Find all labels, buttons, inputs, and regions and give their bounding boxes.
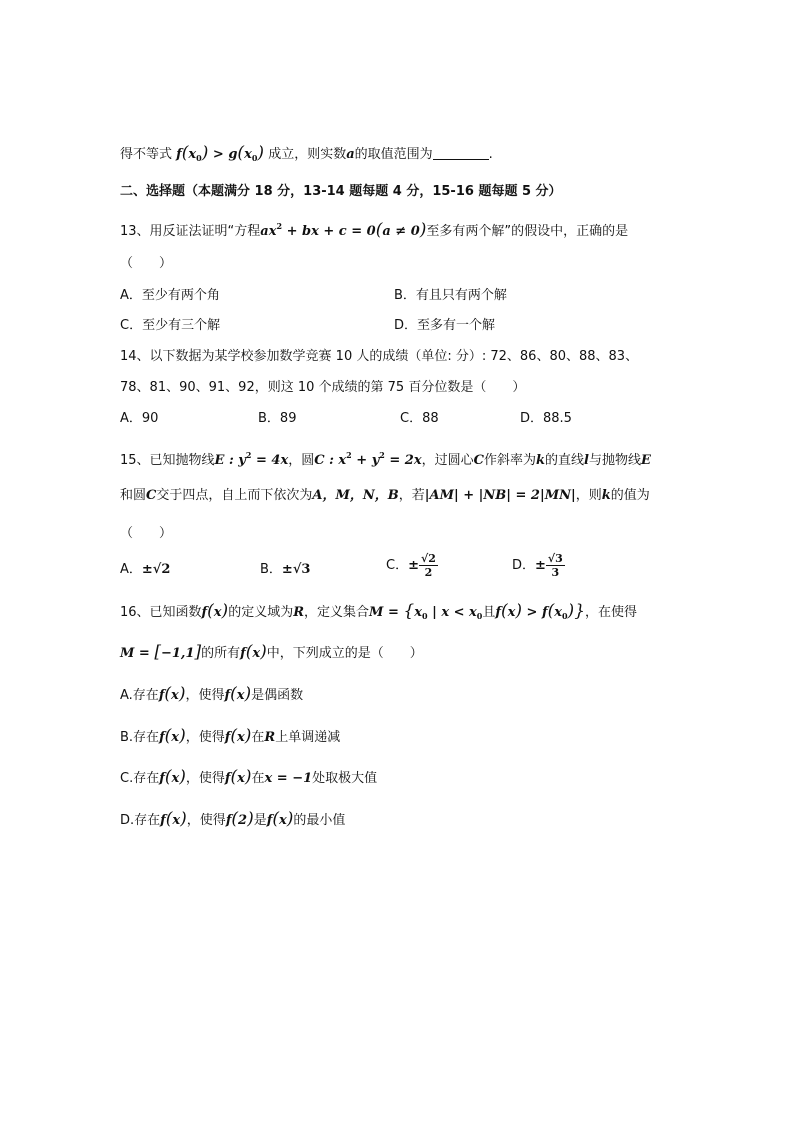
q16-text: C.存在 (120, 771, 160, 786)
var-k: k (601, 488, 611, 503)
section-heading: 二、选择题（本题满分 18 分，13-14 题每题 4 分，15-16 题每题 5 分） (120, 184, 562, 199)
q15-text: 和圆 (120, 488, 147, 503)
q16-text: 在 (251, 730, 265, 745)
q13-option-c: C．至少有三个解 (120, 318, 221, 333)
q15-paren: （ ） (120, 526, 173, 541)
q15-text: ，则 (575, 488, 602, 503)
q13-stem (120, 216, 628, 242)
q14-option-b: B．89 (258, 411, 297, 426)
q16-text: 的所有 (201, 646, 241, 661)
q15-option-a (120, 560, 170, 580)
option-value: ±√3 (281, 562, 311, 577)
option-fraction: $\frac{√3}{3}$ (547, 552, 563, 579)
q15-option-b (260, 560, 310, 580)
var-l: l (584, 453, 589, 468)
var-r: R (264, 730, 276, 745)
q16-text: 的最小值 (293, 813, 346, 828)
points-list: A，M，N，B (312, 488, 399, 503)
func-fx: f(x) (160, 809, 187, 829)
q16-text: 在 (251, 771, 265, 786)
option-label: C． (386, 558, 409, 573)
option-value: ±√2 (141, 562, 171, 577)
intro-line (120, 143, 493, 168)
q16-text: ，使得 (185, 730, 225, 745)
option-label: D． (512, 558, 536, 573)
func-fx: f(x) (159, 767, 186, 787)
var-k: k (535, 453, 545, 468)
q16-text: ，使得 (186, 813, 226, 828)
func-fx: f(x) (224, 684, 252, 704)
q15-text: 15、已知抛物线 (120, 453, 215, 468)
var-c: C (146, 488, 157, 503)
circle-formula: C : $x^2 + y^2 = 2x$ (314, 450, 422, 468)
var-e: E (640, 453, 651, 468)
q13-option-d: D．至多有一个解 (394, 318, 496, 333)
q16-text: A.存在 (120, 688, 159, 703)
q16-text: B.存在 (120, 730, 160, 745)
option-label: A． (120, 562, 142, 577)
q16-text: 处取极大值 (312, 771, 378, 786)
q15-text: 交于四点，自上而下依次为 (156, 488, 313, 503)
set-definition: $M = \{x_0$ | $x < x_0$且$f(x) > f(x_0)$} (369, 601, 586, 621)
q16-text: D.存在 (120, 813, 161, 828)
q13-option-a: A．至少有两个角 (120, 288, 220, 303)
func-fx: f(x) (266, 809, 294, 829)
x-value: x = −1 (264, 771, 313, 786)
q15-option-c (386, 552, 438, 579)
var-c: C (473, 453, 484, 468)
q16-text: 上单调递减 (275, 730, 341, 745)
q14-option-d: D．88.5 (520, 411, 572, 426)
option-sign: ± (535, 558, 546, 573)
q14-line1: 14、以下数据为某学校参加数学竞赛 10 人的成绩（单位: 分）: 72、86、80、88、83、 (120, 349, 639, 364)
q13-text: 至多有两个解”的假设中，正确的是 (426, 224, 629, 239)
q15-text: 的直线 (544, 453, 584, 468)
func-fx: f(x) (240, 642, 267, 662)
q14-line2: 78、81、90、91、92，则这 10 个成绩的第 75 百分位数是（ ） (120, 380, 526, 395)
q15-text: 与抛物线 (588, 453, 641, 468)
option-label: B． (260, 562, 282, 577)
q14-option-a: A．90 (120, 411, 159, 426)
intro-text: 的取值范围为 (354, 147, 433, 162)
q16-option-d (120, 809, 345, 831)
q16-option-b (120, 726, 340, 748)
q15-line1 (120, 445, 651, 471)
q16-line2 (120, 642, 423, 664)
q13-equation: $ax^2$ + bx + c = 0(a ≠ 0) (260, 220, 427, 240)
q15-text: ，若 (398, 488, 425, 503)
intro-text: . (488, 147, 493, 162)
func-fx: f(x) (224, 726, 252, 746)
q16-text: ，使得 (185, 771, 225, 786)
q16-text: 16、已知函数 (120, 605, 202, 620)
q15-option-d (512, 552, 565, 579)
func-fx: f(x) (158, 684, 186, 704)
func-fx: f(x) (159, 726, 186, 746)
parabola-formula: E : $y^2 = 4x$ (214, 450, 289, 468)
func-f2: f(2) (225, 809, 254, 829)
q16-text: 是偶函数 (251, 688, 304, 703)
q16-text: 中，下列成立的是（ ） (266, 646, 423, 661)
q16-option-a (120, 684, 303, 706)
q16-text: 的定义域为 (228, 605, 294, 620)
intro-text: 成立，则实数 (268, 147, 347, 162)
q15-text: 作斜率为 (483, 453, 536, 468)
q15-text: ，过圆心 (421, 453, 474, 468)
func-fx: f(x) (201, 601, 229, 621)
func-fx: f(x) (224, 767, 252, 787)
inequality-formula: $f(x_0) > g(x_0)$ (176, 143, 265, 163)
answer-blank (433, 147, 489, 160)
intro-text: 得不等式 (120, 147, 173, 162)
q16-text: ，在使得 (585, 605, 638, 620)
length-condition: |AM| + |NB| = 2|MN| (424, 488, 576, 503)
option-fraction: $\frac{√2}{2}$ (420, 552, 436, 579)
q16-line1 (120, 601, 637, 626)
q15-text: 的值为 (610, 488, 650, 503)
q15-line2 (120, 486, 650, 506)
q16-option-c (120, 767, 377, 789)
q13-text: 13、用反证法证明“方程 (120, 224, 261, 239)
q13-option-b: B．有且只有两个解 (394, 288, 507, 303)
q13-paren: （ ） (120, 256, 173, 271)
q16-text: ，定义集合 (304, 605, 370, 620)
q15-text: ，圆 (288, 453, 315, 468)
q16-text: ，使得 (185, 688, 225, 703)
var-r: R (293, 605, 305, 620)
q14-option-c: C．88 (400, 411, 439, 426)
q16-text: 是 (253, 813, 267, 828)
var-a: a (346, 147, 355, 162)
set-value: M = [−1,1] (120, 642, 202, 662)
option-sign: ± (408, 558, 419, 573)
